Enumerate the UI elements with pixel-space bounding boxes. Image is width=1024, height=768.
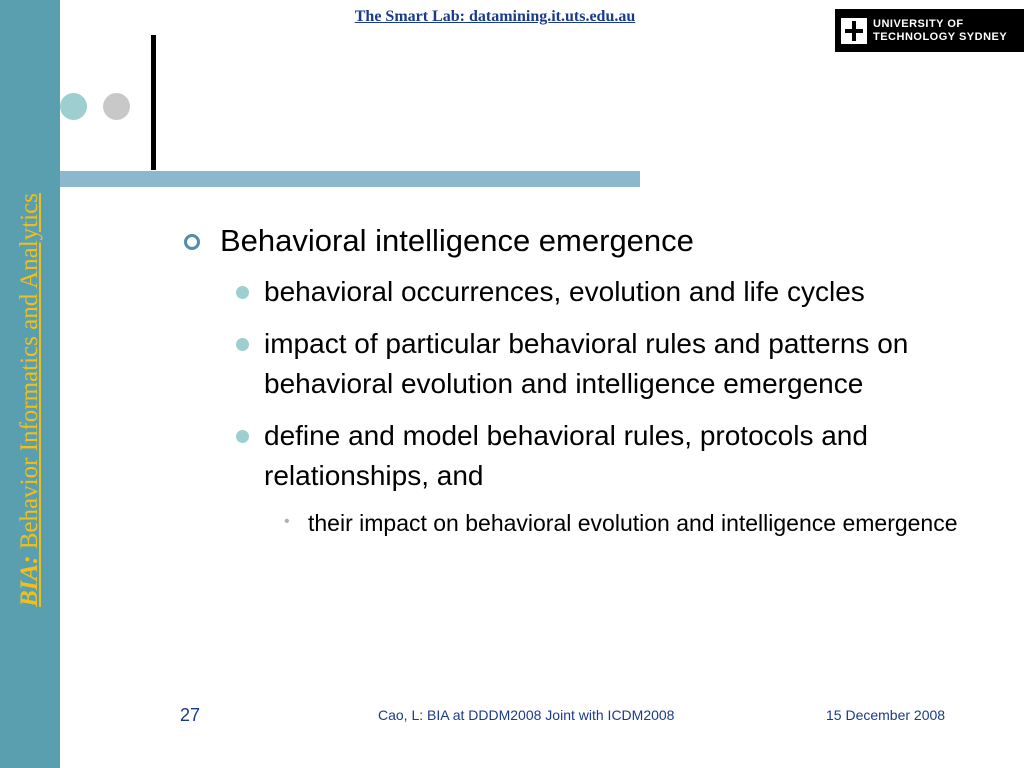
sub-bullet <box>180 416 960 496</box>
logo-line-1: UNIVERSITY OF <box>873 17 964 30</box>
decorative-dot-teal <box>60 93 87 120</box>
page-number: 27 <box>180 705 201 725</box>
sub-bullet-text: impact of particular behavioral rules and patterns on behavioral evolution and intelligence emergence <box>264 328 909 399</box>
sub-sub-bullet <box>180 506 960 540</box>
dot-bullet-icon <box>236 286 249 299</box>
sidebar-title-bold: BIA: <box>16 555 43 607</box>
sub-bullet-text: define and model behavioral rules, protocols and relationships, and <box>264 420 868 491</box>
decorative-dot-grey <box>103 93 130 120</box>
small-dot-bullet-icon: • <box>284 513 290 530</box>
sidebar <box>0 0 60 768</box>
ring-bullet-icon <box>184 234 200 250</box>
decorative-horizontal-bar <box>60 171 640 187</box>
slide-content <box>180 222 960 540</box>
footer-center-text: Cao, L: BIA at DDDM2008 Joint with ICDM2008 <box>378 707 675 723</box>
sidebar-title-rest: Behavior Informatics and Analytics <box>16 193 43 556</box>
uts-logo-icon <box>841 18 867 44</box>
dot-bullet-icon <box>236 430 249 443</box>
sub-sub-bullet-text: their impact on behavioral evolution and intelligence emergence <box>308 510 958 536</box>
main-bullet <box>180 222 960 260</box>
sub-bullet <box>180 272 960 312</box>
header-link[interactable]: The Smart Lab: datamining.it.uts.edu.au <box>354 8 636 25</box>
main-bullet-text: Behavioral intelligence emergence <box>220 223 694 258</box>
footer-date: 15 December 2008 <box>826 707 946 723</box>
logo-text <box>873 18 1007 44</box>
decorative-vertical-line <box>151 35 156 170</box>
sidebar-title <box>10 140 50 660</box>
sub-bullet-text: behavioral occurrences, evolution and life cycles <box>264 276 865 307</box>
sub-bullet <box>180 324 960 404</box>
uts-logo <box>835 9 1024 52</box>
dot-bullet-icon <box>236 338 249 351</box>
logo-line-2: TECHNOLOGY SYDNEY <box>873 30 1008 43</box>
